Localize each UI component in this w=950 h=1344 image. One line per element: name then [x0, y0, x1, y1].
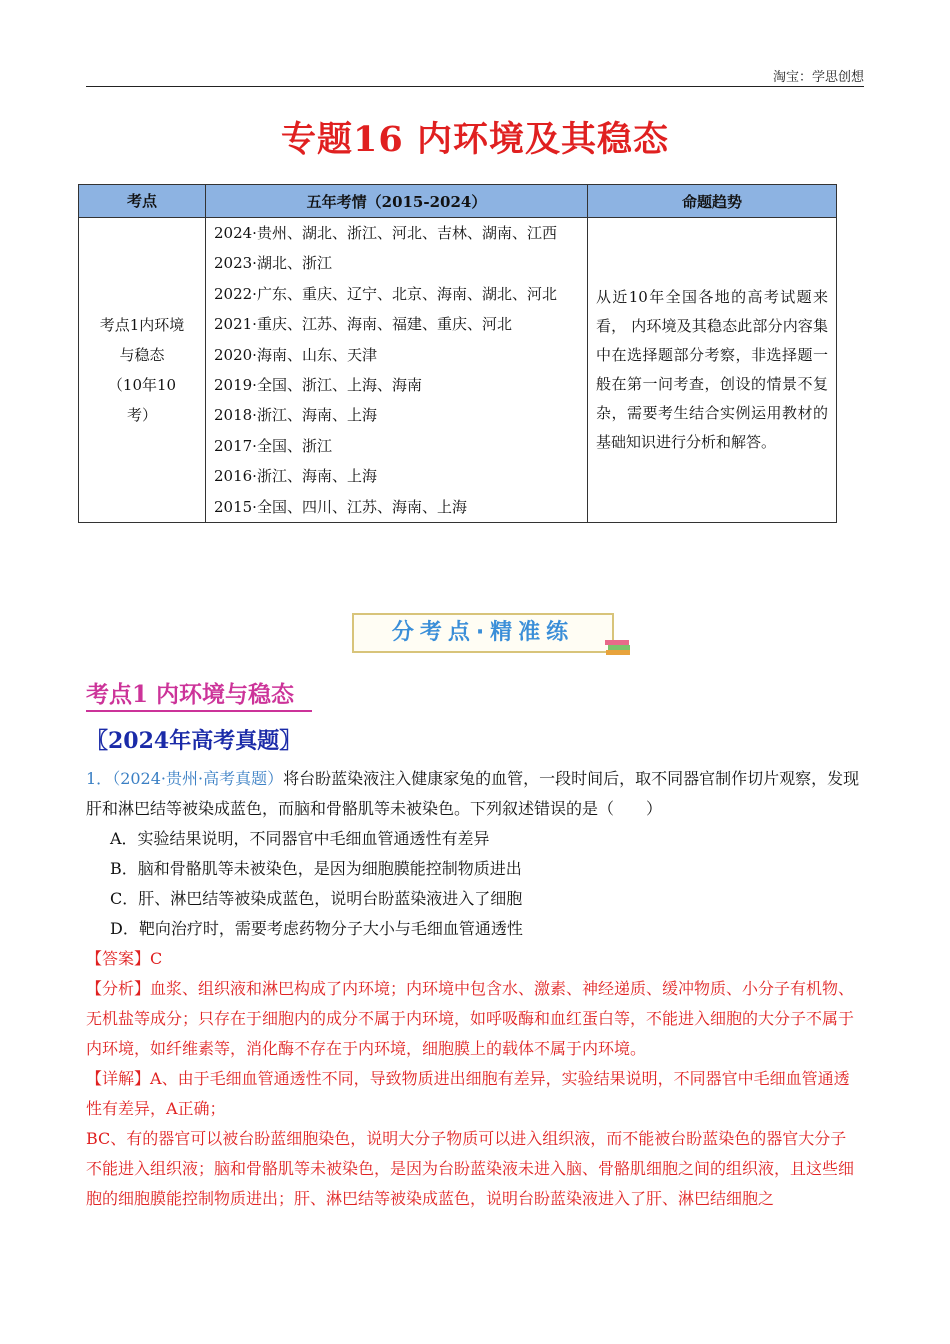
exam-summary-table	[78, 184, 837, 523]
header-five-year: 五年考情（2015-2024）	[206, 185, 588, 218]
year-row-2017: 2017· 全国、浙江	[214, 436, 332, 455]
option-a: A．实验结果说明，不同器官中毛细血管通透性有差异	[110, 829, 490, 848]
question-source: （2024·贵州·高考真题）	[112, 769, 284, 788]
topic-line: （10年10	[107, 376, 177, 395]
practice-banner: 分考点·精准练	[352, 613, 614, 653]
option-c: C．肝、淋巴结等被染成蓝色，说明台盼蓝染液进入了细胞	[110, 889, 523, 908]
detail-text: A、由于毛细血管通透性不同，导致物质进出细胞有差异，实验结果说明，不同器官中毛细血管通透性有差异，A正确；	[86, 1069, 850, 1118]
year-row-2015: 2015· 全国、四川、江苏、海南、上海	[214, 497, 467, 516]
analysis-paragraph	[86, 974, 862, 1064]
year-row-2021: 2021· 重庆、江苏、海南、福建、重庆、河北	[214, 315, 512, 334]
analysis-label: 【分析】	[86, 979, 151, 998]
year-row-2019: 2019· 全国、浙江、上海、海南	[214, 376, 422, 395]
table-header-row	[79, 185, 837, 218]
question-text: 将台盼蓝染液注入健康家兔的血管，一段时间后，取不同器官制作切片观察，发现肝和淋巴结等被染成蓝色，而脑和骨骼肌等未被染色。下列叙述错误的是（ ）	[86, 769, 860, 818]
topic-line: 与稳态	[119, 346, 165, 365]
option-b: B．脑和骨骼肌等未被染色，是因为细胞膜能控制物质进出	[110, 859, 522, 878]
year-row-2016: 2016· 浙江、海南、上海	[214, 467, 377, 486]
year-row-2020: 2020· 海南、山东、天津	[214, 345, 377, 364]
year-row-2024: 2024· 贵州、湖北、浙江、河北、吉林、湖南、江西	[214, 224, 557, 242]
detail-bc-paragraph: BC、有的器官可以被台盼蓝细胞染色，说明大分子物质可以进入组织液，而不能被台盼蓝染色的器官大分子不能进入组织液；脑和骨骼肌等未被染色，是因为台盼蓝染液未进入脑、骨骼肌细胞之间的组织液，且这些细胞的细胞膜能控制物质进出；肝、淋巴结等被染成蓝色，说明台盼蓝染液进入了肝、淋巴结细胞之	[86, 1129, 855, 1208]
detail-label: 【详解】	[86, 1069, 151, 1088]
answer-line	[86, 944, 862, 974]
detail-paragraph	[86, 1064, 862, 1124]
question-stem	[86, 764, 862, 824]
table-row	[79, 218, 837, 523]
topic-line: 考）	[126, 406, 157, 425]
section-title: 考点1 内环境与稳态	[86, 676, 312, 712]
question-number: 1．	[86, 769, 113, 788]
question-block	[86, 764, 862, 1214]
analysis-text: 血浆、组织液和淋巴构成了内环境；内环境中包含水、激素、神经递质、缓冲物质、小分子有机物、无机盐等成分；只存在于细胞内的成分不属于内环境，如呼吸酶和血红蛋白等，不能进入细胞的大分子不属于内环境，如纤维素等，消化酶不存在于内环境，细胞膜上的载体不属于内环境。	[86, 979, 855, 1058]
page-title: 专题16 内环境及其稳态	[281, 119, 669, 160]
year-row-2023: 2023· 湖北、浙江	[214, 254, 332, 273]
header-topic: 考点	[79, 185, 206, 218]
answer-value: C	[150, 949, 163, 968]
trend-cell: 从近10年全国各地的高考试题来看， 内环境及其稳态此部分内容集中在选择题部分考察，非选择题一般在第一问考查，创设的情景不复杂，需要考生结合实例运用教材的基础知识进行分析和解答。	[588, 218, 837, 523]
year-row-2022: 2022· 广东、重庆、辽宁、北京、海南、湖北、河北	[214, 284, 557, 303]
topic-line: 考点1内环境	[99, 316, 185, 335]
answer-label: 【答案】	[86, 949, 151, 968]
years-cell	[206, 218, 588, 523]
header-shop-text: 淘宝：学思创想	[772, 70, 864, 85]
header-divider	[86, 86, 864, 87]
subsection-title: 〖2024年高考真题〗	[86, 728, 302, 754]
header-trend: 命题趋势	[588, 185, 837, 218]
topic-cell	[79, 218, 206, 523]
option-d: D．靶向治疗时，需要考虑药物分子大小与毛细血管通透性	[110, 919, 523, 938]
books-icon	[604, 638, 634, 658]
year-row-2018: 2018· 浙江、海南、上海	[214, 406, 377, 425]
